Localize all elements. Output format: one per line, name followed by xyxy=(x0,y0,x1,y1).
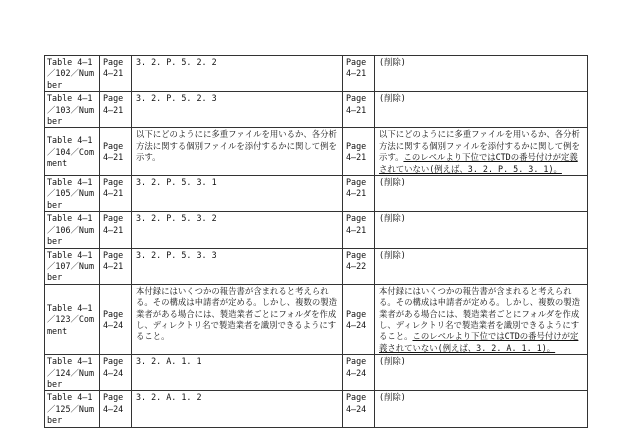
original-text-cell: 3. 2. P. 5. 3. 2 xyxy=(132,212,343,248)
page-ref-cell: Page 4—24 xyxy=(343,391,375,427)
revised-text: (削除) xyxy=(379,57,406,67)
original-text-cell: 3. 2. A. 1. 2 xyxy=(132,391,343,427)
table-row xyxy=(45,176,588,212)
page-ref-cell: Page 4—24 xyxy=(100,391,132,427)
revised-text-cell xyxy=(375,355,588,391)
page-ref-cell: Page 4—21 xyxy=(343,92,375,128)
page-ref-cell: Page 4—21 xyxy=(343,128,375,176)
revised-text-cell xyxy=(375,176,588,212)
revised-text: 以下にどのようにに多重ファイルを用いるか、各分析方法に関する個別ファイルを添付するかに関して例を示す。 xyxy=(379,129,580,163)
revised-text: (削除) xyxy=(379,249,406,260)
page-ref-cell: Page 4—21 xyxy=(100,248,132,284)
original-text-cell: 3. 2. P. 5. 3. 3 xyxy=(132,248,343,284)
revised-text-cell xyxy=(375,128,588,176)
item-id-cell: Table 4—1／105／Number xyxy=(45,176,100,212)
table-row xyxy=(45,92,588,128)
revised-text-cell xyxy=(375,248,588,284)
table-row xyxy=(45,355,588,391)
page-ref-cell: Page 4—24 xyxy=(100,355,132,391)
page-ref-cell: Page 4—21 xyxy=(100,92,132,128)
page-ref-cell: Page 4—21 xyxy=(100,128,132,176)
item-id-cell: Table 4—1／123／Comment xyxy=(45,284,100,354)
page-ref-cell: Page 4—24 xyxy=(343,284,375,354)
page-ref-cell: Page 4—22 xyxy=(343,248,375,284)
original-text-cell: 3. 2. P. 5. 3. 1 xyxy=(132,176,343,212)
revised-text-cell xyxy=(375,391,588,427)
item-id-cell: Table 4—1／124／Number xyxy=(45,355,100,391)
original-text-cell: 3. 2. P. 5. 2. 3 xyxy=(132,92,343,128)
revised-text: (削除) xyxy=(379,177,406,188)
revised-text-cell xyxy=(375,212,588,248)
original-text-cell: 3. 2. A. 1. 1 xyxy=(132,355,343,391)
added-text: このレベルより下位ではCTDの番号付けが定義されていない(例えば、3. 2. A. 1. 1)。 xyxy=(379,331,579,353)
revised-text: (削除) xyxy=(379,213,406,224)
original-text-cell: 以下にどのようにに多重ファイルを用いるか、各分析方法に関する個別ファイルを添付するかに関して例を示す。 xyxy=(132,128,343,176)
table-row xyxy=(45,212,588,248)
page-ref-cell: Page 4—21 xyxy=(343,212,375,248)
page-ref-cell: Page 4—24 xyxy=(100,284,132,354)
revised-text-cell xyxy=(375,284,588,354)
page-ref-cell: Page 4—24 xyxy=(343,355,375,391)
item-id-cell: Table 4—1／125／Number xyxy=(45,391,100,427)
item-id-cell: Table 4—1／106／Number xyxy=(45,212,100,248)
revised-text: 本付録にはいくつかの報告書が含まれると考えられる。その構成は申請者が定める。しかし、複数の製造業者がある場合には、製造業者ごとにフォルダを作成し、ディレクトリ名で製造業者を識別できるようにすること。 xyxy=(379,285,580,342)
item-id-cell: Table 4—1／107／Number xyxy=(45,248,100,284)
item-id-cell: Table 4—1／102／Number xyxy=(45,56,100,92)
revised-text: (削除) xyxy=(379,392,406,403)
original-text-cell: 3. 2. P. 5. 2. 2 xyxy=(132,56,343,92)
revised-text-cell xyxy=(375,92,588,128)
table-row xyxy=(45,56,588,92)
item-id-cell: Table 4—1／104／Comment xyxy=(45,128,100,176)
page-ref-cell: Page 4—21 xyxy=(343,56,375,92)
added-text: このレベルより下位ではCTDの番号付けが定義されていない(例えば、3. 2. P. 5. 3. 1)。 xyxy=(379,152,578,174)
page-ref-cell: Page 4—21 xyxy=(100,176,132,212)
revised-text: (削除) xyxy=(379,356,406,367)
revised-text-cell xyxy=(375,56,588,92)
table-row xyxy=(45,128,588,176)
table-row xyxy=(45,284,588,354)
page-ref-cell: Page 4—21 xyxy=(343,176,375,212)
table-row xyxy=(45,391,588,427)
item-id-cell: Table 4—1／103／Number xyxy=(45,92,100,128)
original-text-cell: 本付録にはいくつかの報告書が含まれると考えられる。その構成は申請者が定める。しかし、複数の製造業者がある場合には、製造業者ごとにフォルダを作成し、ディレクトリ名で製造業者を識別できるようにすること。 xyxy=(132,284,343,354)
revised-text: (削除) xyxy=(379,93,406,104)
page-ref-cell: Page 4—21 xyxy=(100,212,132,248)
revision-table xyxy=(44,55,588,428)
table-row xyxy=(45,248,588,284)
page-ref-cell: Page 4—21 xyxy=(100,56,132,92)
